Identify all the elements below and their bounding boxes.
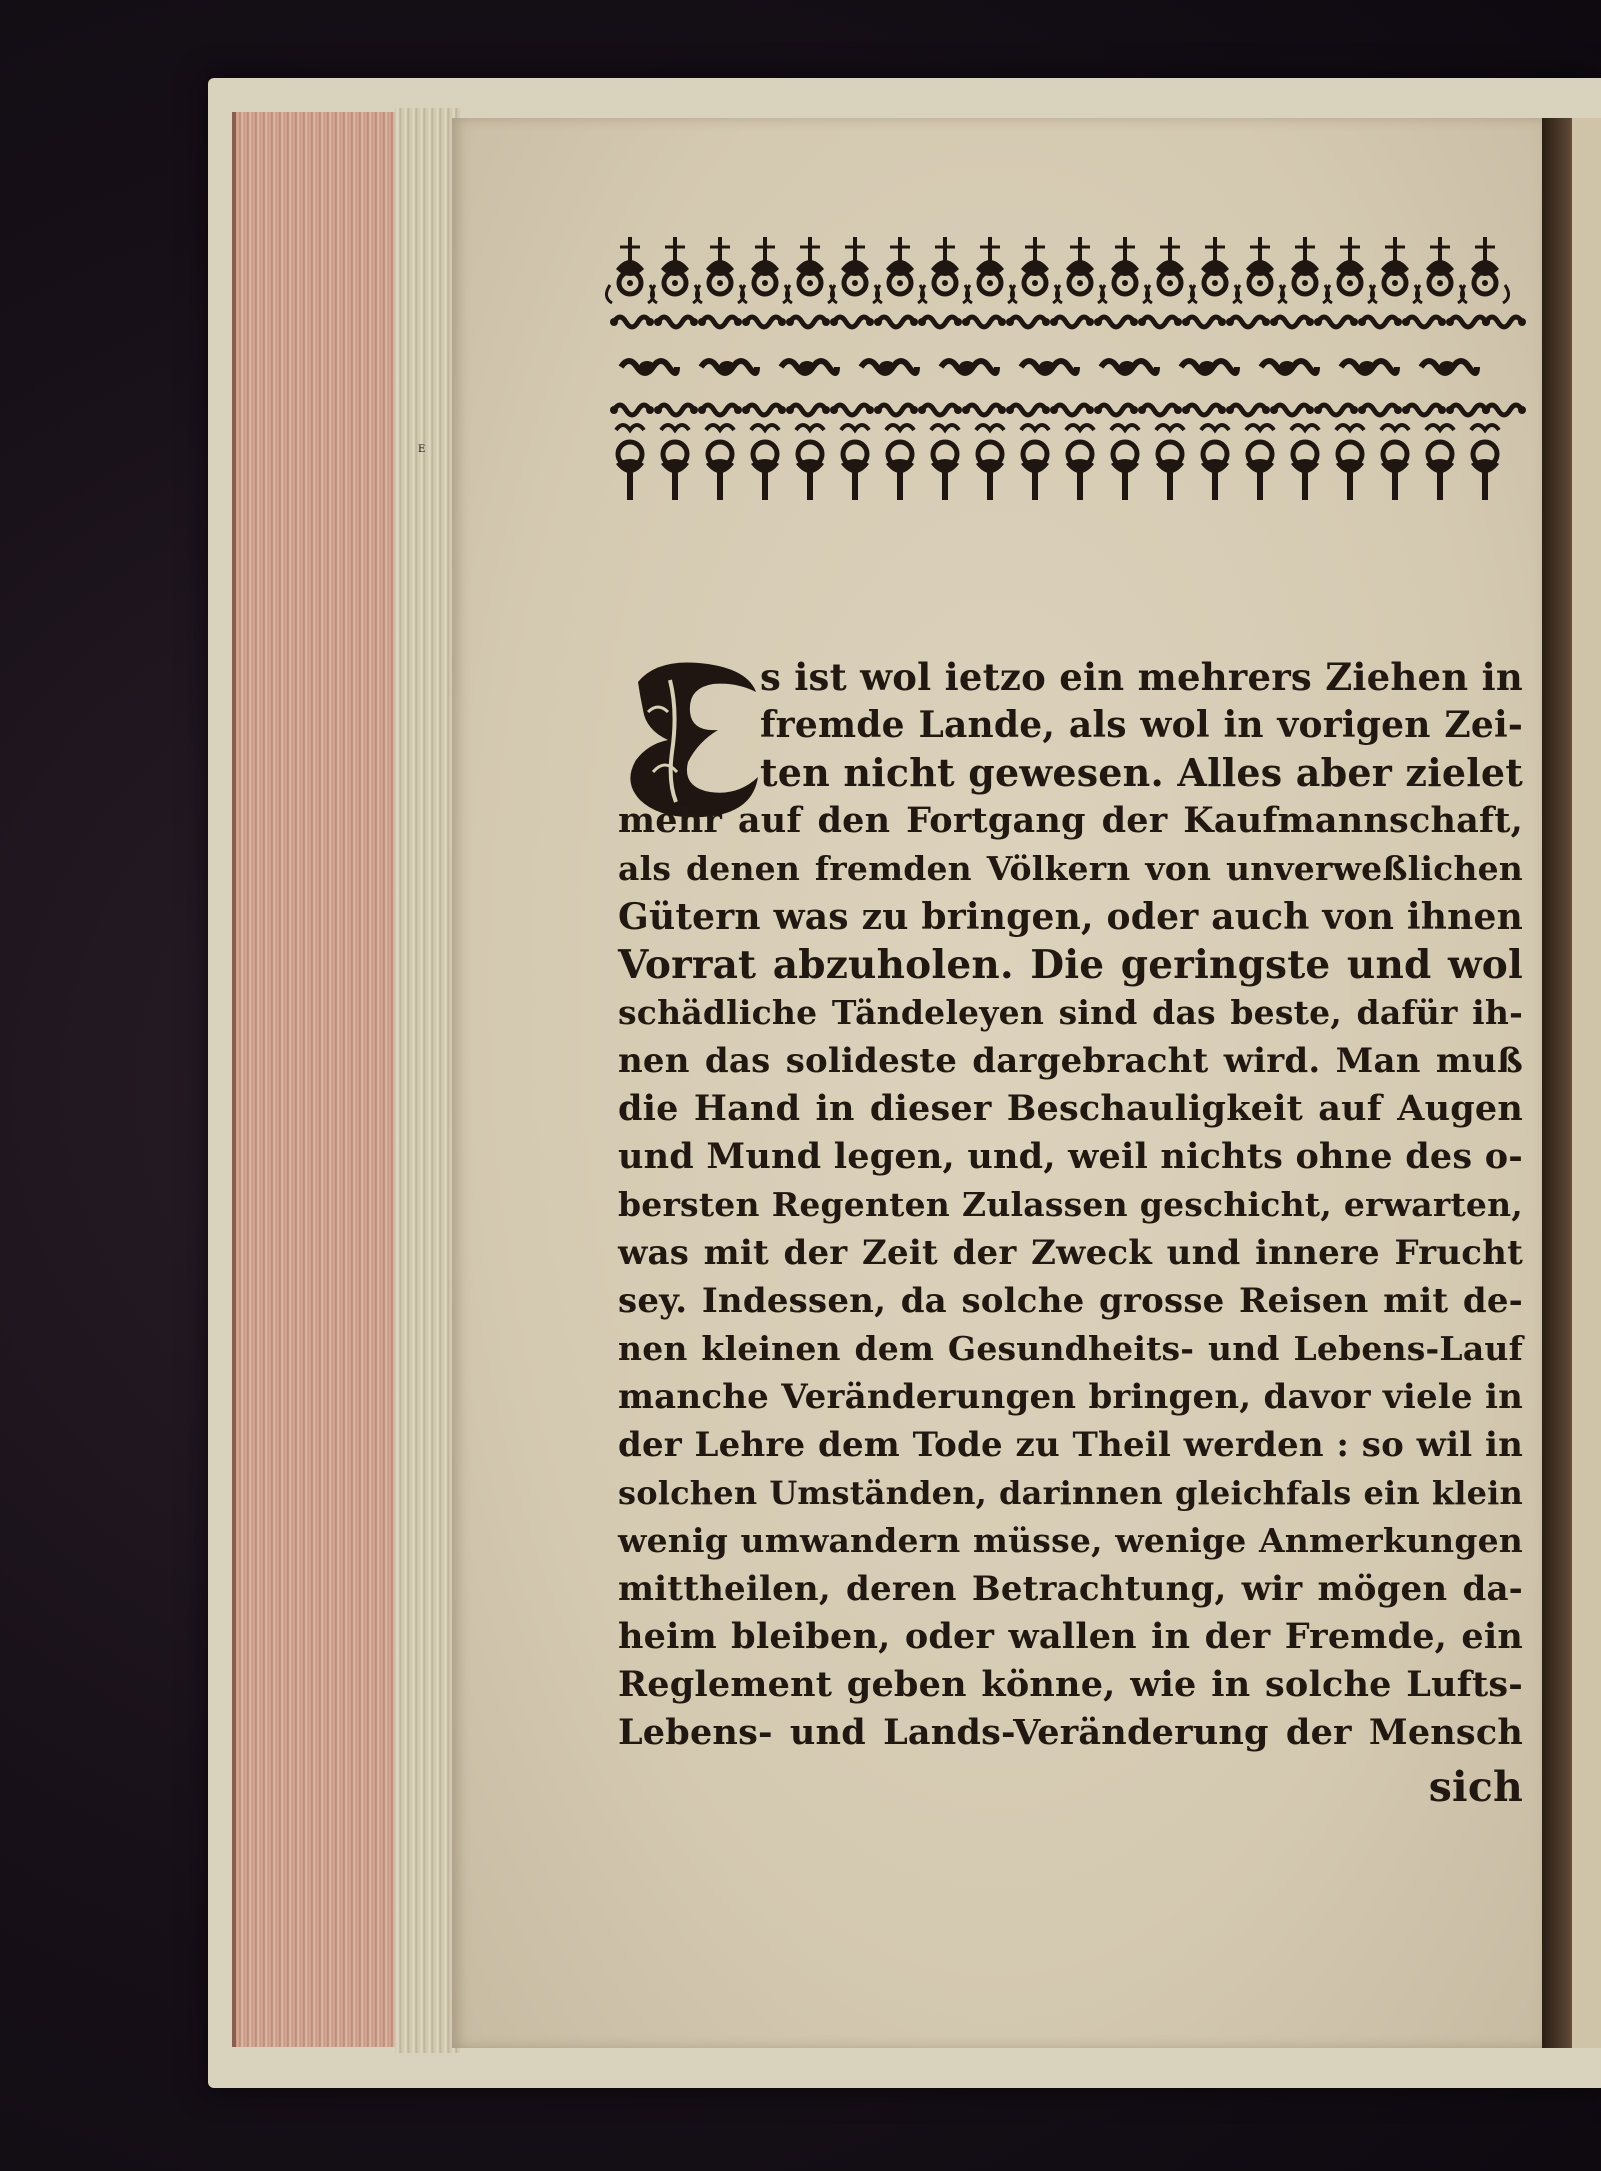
text-line: als denen fremden Völkern von unverweßlichen	[618, 849, 1523, 888]
text-line: was mit der Zeit der Zweck und innere Frucht	[618, 1233, 1523, 1273]
text-line: nen kleinen dem Gesundheits- und Lebens-Lauf	[618, 1329, 1523, 1368]
text-line: der Lehre dem Tode zu Theil werden : so wil in	[618, 1425, 1523, 1465]
text-line: heim bleiben, oder wallen in der Fremde, ein	[618, 1616, 1523, 1657]
text-line: und Mund legen, und, weil nichts ohne des o-	[618, 1136, 1523, 1177]
page-stack	[395, 108, 460, 2053]
text-line: manche Veränderungen bringen, davor viele in	[618, 1377, 1523, 1417]
text-line: die Hand in dieser Beschauligkeit auf Augen	[618, 1088, 1523, 1129]
text-line: bersten Regenten Zulassen geschicht, erwarten,	[618, 1185, 1523, 1224]
text-line: mittheilen, deren Betrachtung, wir mögen da-	[618, 1569, 1523, 1609]
drop-cap-initial	[418, 444, 766, 820]
facing-page-edge	[1572, 118, 1601, 2048]
drop-cap-letter: E	[418, 444, 426, 455]
text-line: schädliche Tändeleyen sind das beste, dafür ih-	[618, 993, 1523, 1032]
text-line: s ist wol ietzo ein mehrers Ziehen in	[760, 655, 1523, 699]
header-ornament	[612, 222, 1522, 517]
catchword: sich	[1428, 1763, 1523, 1811]
text-line: mehr auf den Fortgang der Kaufmannschaft,	[618, 800, 1523, 841]
text-line: ten nicht gewesen. Alles aber zielet	[760, 750, 1523, 795]
text-line: nen das solideste dargebracht wird. Man muß	[618, 1041, 1523, 1081]
text-line: Lebens- und Lands-Veränderung der Mensch	[618, 1712, 1523, 1753]
text-line: sey. Indessen, da solche grosse Reisen mit de-	[618, 1281, 1523, 1321]
text-line: fremde Lande, als wol in vorigen Zei-	[760, 704, 1523, 746]
text-line: Vorrat abzuholen. Die geringste und wol	[618, 942, 1523, 988]
text-line: wenig umwandern müsse, wenige Anmerkungen	[618, 1521, 1523, 1560]
text-line: solchen Umständen, darinnen gleichfals ein klein	[618, 1474, 1523, 1512]
text-line: Reglement geben könne, wie in solche Lufts-	[618, 1664, 1523, 1705]
text-line: Gütern was zu bringen, oder auch von ihnen	[618, 896, 1523, 938]
